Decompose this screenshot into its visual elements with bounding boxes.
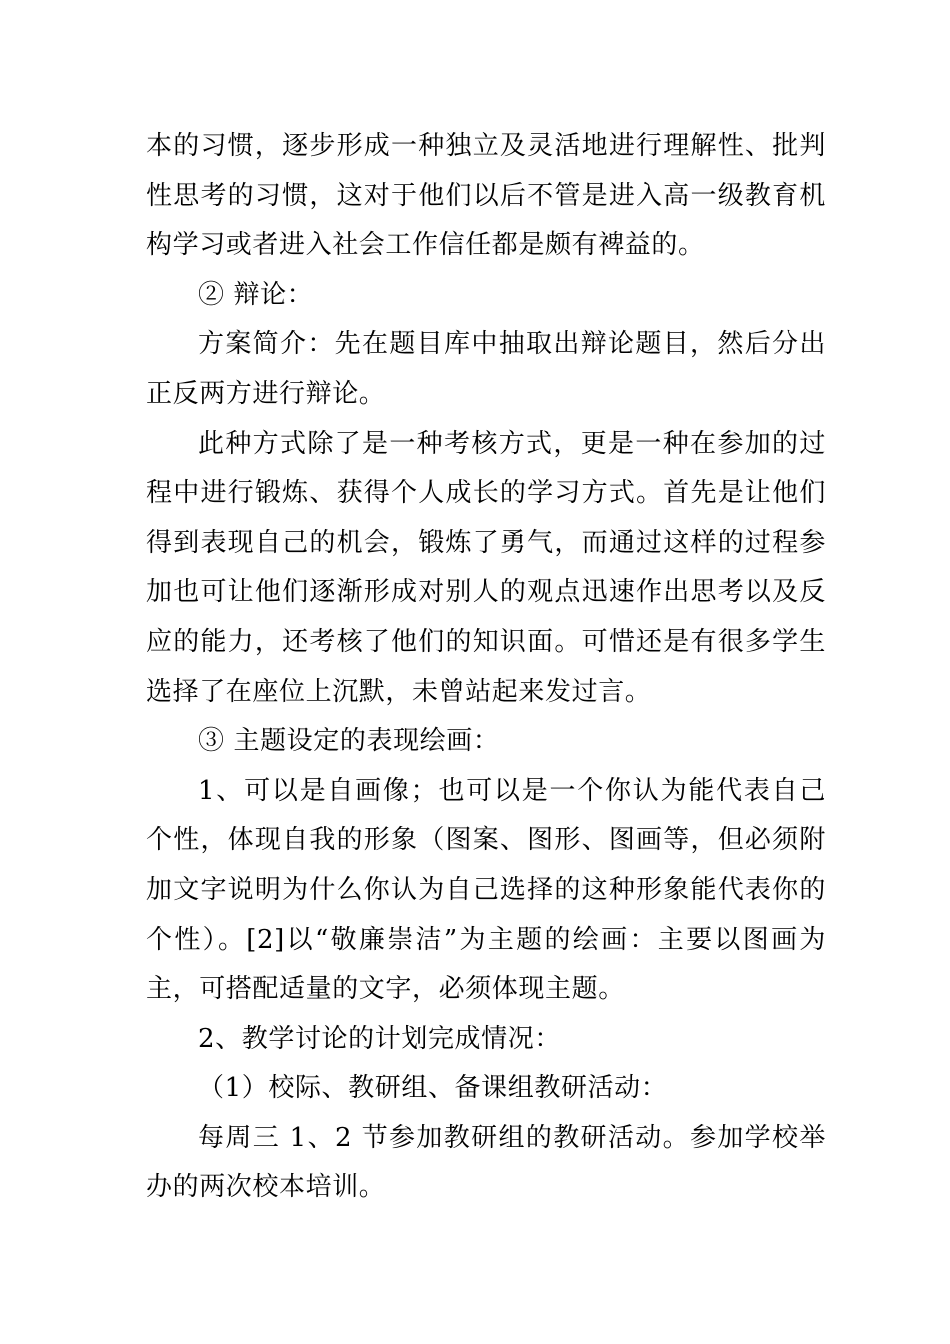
subheading-research-activities: （1）校际、教研组、备课组教研活动： — [198, 1073, 668, 1104]
paragraph-habit-conclusion: 本的习惯，逐步形成一种独立及灵活地进行理解性、批判性思考的习惯，这对于他们以后不管是进入高一级教育机构学习或者进入社会工作信任都是颇有裨益的。 — [146, 131, 826, 261]
paragraph-drawing-requirements: 1、可以是自画像；也可以是一个你认为能代表自己个性，体现自我的形象（图案、图形、图画等，但必须附加文字说明为什么你认为自己选择的这种形象能代表你的个性）。[2]以“敬廉崇洁”为主题的绘画：主要以图画为主，可搭配适量的文字，必须体现主题。 — [146, 775, 826, 1005]
heading-themed-drawing: ③ 主题设定的表现绘画： — [198, 726, 500, 757]
paragraph-debate-reflection: 此种方式除了是一种考核方式，更是一种在参加的过程中进行锻炼、获得个人成长的学习方式。首先是让他们得到表现自己的机会，锻炼了勇气，而通过这样的过程参加也可让他们逐渐形成对别人的观点迅速作出思考以及反应的能力，还考核了他们的知识面。可惜还是有很多学生选择了在座位上沉默，未曾站起来发过言。 — [146, 428, 826, 707]
paragraph-debate-plan: 方案简介：先在题目库中抽取出辩论题目，然后分出正反两方进行辩论。 — [146, 329, 826, 409]
heading-debate: ② 辩论： — [198, 279, 314, 310]
heading-teaching-discussion: 2、教学讨论的计划完成情况： — [198, 1023, 561, 1054]
document-body — [146, 122, 826, 1213]
paragraph-weekly-activities: 每周三 1、2 节参加教研组的教研活动。参加学校举办的两次校本培训。 — [146, 1122, 826, 1203]
